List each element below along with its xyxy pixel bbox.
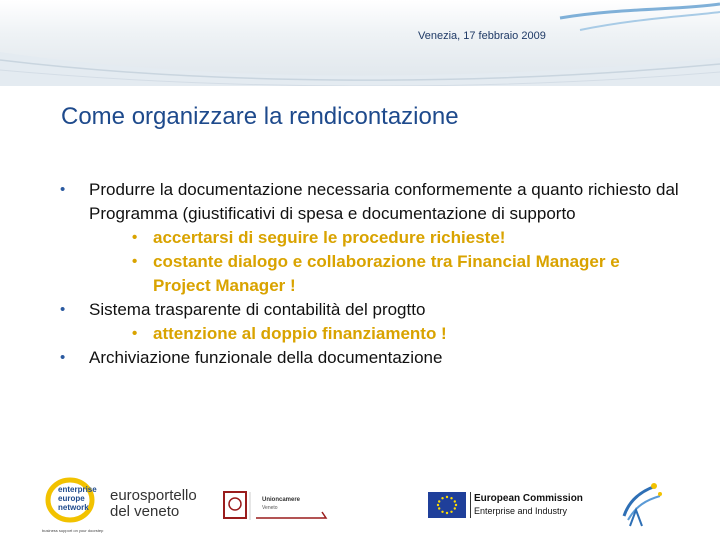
svg-text:business support on your doors: business support on your doorstep [42,528,104,533]
bullet-icon: • [60,181,66,198]
bullet-item [60,178,680,226]
bullet-text: Archiviazione funzionale della documentazione [89,348,443,367]
sub-bullet-icon: • [132,229,138,246]
eurosportello-line1: eurosportello [110,487,197,504]
bullet-list [60,178,680,370]
svg-text:enterprise: enterprise [58,485,97,494]
svg-text:Unioncamere: Unioncamere [262,497,301,503]
unioncamere-logo [222,490,332,522]
bullet-icon: • [60,301,66,318]
svg-text:Veneto: Veneto [262,505,278,511]
svg-text:network: network [58,503,89,512]
header-band [0,0,720,86]
footer-logos [0,468,720,540]
european-commission-logo [428,492,598,518]
eu-flag-icon [428,492,466,518]
sub-bullet-icon: • [132,253,138,270]
slide-title: Come organizzare la rendicontazione [61,103,459,130]
header-wave-decoration [0,0,720,86]
bullet-text: Produrre la documentazione necessaria conformemente a quanto richiesto dal Programma (giustificativi di spesa e documentazione di supporto [89,180,679,223]
svg-text:europe: europe [58,494,85,503]
bullet-item [60,298,680,322]
sub-bullet-item [60,322,680,346]
commission-line1: European Commission [474,493,583,504]
eurosportello-logo [110,488,210,522]
commission-divider [470,492,471,518]
figure-star-logo [616,480,664,530]
sub-bullet-text: costante dialogo e collaborazione tra Financial Manager e Project Manager ! [153,252,620,295]
bullet-icon: • [60,349,66,366]
sub-bullet-icon: • [132,325,138,342]
sub-bullet-text: attenzione al doppio finanziamento ! [153,324,447,343]
bullet-item [60,346,680,370]
sub-bullet-item [60,226,680,250]
sub-bullet-text: accertarsi di seguire le procedure richieste! [153,228,506,247]
eurosportello-line2: del veneto [110,503,180,520]
bullet-text: Sistema trasparente di contabilità del progtto [89,300,426,319]
commission-line2: Enterprise and Industry [474,506,568,516]
enterprise-europe-network-logo [40,474,106,534]
header-date: Venezia, 17 febbraio 2009 [418,30,546,42]
sub-bullet-item [60,250,680,298]
